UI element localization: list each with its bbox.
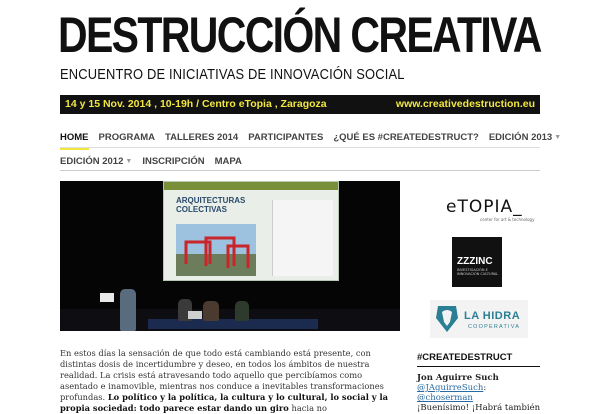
zzzinc-sub: INVESTIGACIÓN E INNOVACIÓN CULTURAL <box>457 268 499 276</box>
hydra-icon <box>434 304 460 334</box>
article-intro <box>60 348 400 414</box>
nav-item-talleres-2014[interactable]: TALLERES 2014 <box>164 132 239 143</box>
chevron-down-icon: ▼ <box>125 158 133 165</box>
tweet-handle[interactable]: @JAguirreSuch <box>417 383 484 393</box>
tweet-mention[interactable]: @choserman <box>417 393 473 403</box>
laptop-icon <box>188 311 202 319</box>
speaker-table <box>148 319 318 329</box>
hero-image[interactable] <box>60 181 400 331</box>
panelist <box>235 301 249 321</box>
nav-item-que-es[interactable]: ¿QUÉ ES #CREATEDESTRUCT? <box>333 132 479 143</box>
projection-screen <box>163 181 339 281</box>
nav-item-participantes[interactable]: PARTICIPANTES <box>248 132 324 143</box>
article-text-continued: hacia no <box>288 403 327 413</box>
nav-item-edicion-2012[interactable] <box>60 152 132 172</box>
tweet-author[interactable]: Jon Aguirre Such <box>417 373 499 383</box>
event-date-location: 14 y 15 Nov. 2014 , 10-19h / Centro eTopia , Zaragoza <box>65 98 327 110</box>
screen-sidebar <box>272 200 333 276</box>
article-text: En estos días la sensación de que todo está cambiando está presente, con distintas dosis de incertidumbre y deseo, en todos los ámbitos de nuestra realidad. La crisis está atravesando todo aquello que percibíamos como asentado e inamovible, mientras nos conduce a inevitables transformaciones profundas. <box>60 348 384 402</box>
site-title[interactable]: DESTRUCCIÓN CREATIVA <box>58 7 541 63</box>
screen-photo <box>176 224 256 276</box>
tweet: Jon Aguirre Such @JAguirreSuch: @choserman ¡Buenísimo! ¡Habrá también <box>417 373 541 413</box>
nav-divider <box>60 147 540 148</box>
nav-item-edicion-2013[interactable] <box>489 128 561 148</box>
zzzinc-name: ZZZINC <box>457 256 493 267</box>
tweet-text: ¡Buenísimo! ¡Habrá también <box>417 403 541 413</box>
laptop-icon <box>100 293 114 302</box>
etopia-sub: center for art & technology <box>480 217 535 222</box>
nav-bottom-divider <box>60 170 540 171</box>
lahidra-sub: COOPERATIVA <box>468 324 521 330</box>
etopia-logo[interactable] <box>446 197 535 222</box>
nav-row-2 <box>60 152 252 172</box>
event-url-link[interactable]: www.creativedestruction.eu <box>395 98 535 110</box>
etopia-name: eTOPIA_ <box>446 197 523 217</box>
nav-row-1 <box>60 128 571 148</box>
site-tagline: ENCUENTRO DE INICIATIVAS DE INNOVACIÓN SOCIAL <box>60 66 405 83</box>
hashtag-divider <box>417 366 540 367</box>
speaker-standing <box>120 289 136 331</box>
screen-header <box>164 182 338 190</box>
panelist <box>203 301 219 321</box>
chevron-down-icon: ▼ <box>554 134 562 141</box>
screen-slide-title: ARQUITECTURAS COLECTIVAS <box>176 196 246 214</box>
nav-item-programa[interactable]: PROGRAMA <box>98 132 155 143</box>
nav-item-inscripcion[interactable]: INSCRIPCIÓN <box>142 156 205 167</box>
nav-item-home[interactable]: HOME <box>60 128 89 148</box>
nav-item-edicion-2013-label: EDICIÓN 2013 <box>488 132 553 143</box>
hashtag-widget-title: #CREATEDESTRUCT <box>417 352 513 363</box>
article-highlight: Lo político y la política, la cultura y lo cultural, lo social y la propia sociedad: todo parece estar dando un giro <box>60 392 388 413</box>
zzzinc-logo[interactable] <box>452 237 502 287</box>
lahidra-name: LA HIDRA <box>464 310 521 322</box>
nav-item-mapa[interactable]: MAPA <box>214 156 242 167</box>
event-bar <box>60 95 540 114</box>
lahidra-logo[interactable] <box>430 300 528 338</box>
nav-item-edicion-2012-label: EDICIÓN 2012 <box>60 156 124 167</box>
